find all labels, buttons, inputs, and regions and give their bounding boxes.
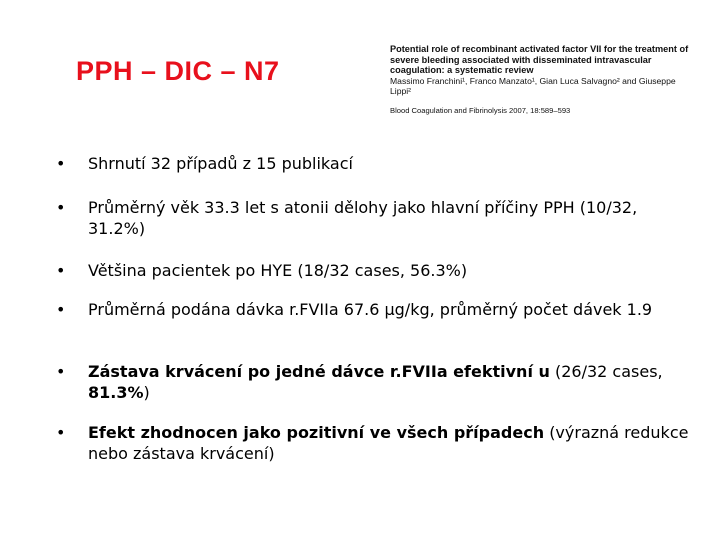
bullet-text: (výrazná redukce nebo zástava krvácení)	[88, 423, 689, 463]
bullet-text: Průměrná podána dávka r.FVIIa 67.6 µg/kg, průměrný počet dávek 1.9	[88, 300, 653, 319]
bullet-item	[56, 197, 696, 239]
bullet-dot: •	[56, 362, 66, 381]
bullet-dot: •	[56, 198, 66, 217]
reference-block	[390, 44, 690, 115]
bullet-item	[56, 153, 696, 174]
bullet-text-bold: Zástava krvácení po jedné dávce r.FVIIa efektivní u	[88, 362, 550, 381]
reference-journal: Blood Coagulation and Fibrinolysis 2007, 18:589–593	[390, 105, 571, 115]
bullet-item	[56, 299, 696, 320]
bullet-dot: •	[56, 300, 66, 319]
bullet-item	[56, 260, 696, 281]
bullet-highlight: 81.3%	[88, 383, 144, 402]
bullet-item	[56, 422, 696, 464]
bullet-text-bold: Efekt zhodnocen jako pozitivní ve všech případech	[88, 423, 545, 442]
bullet-text: Průměrný věk 33.3 let s atonii dělohy jako hlavní příčiny PPH (10/32, 31.2%)	[88, 198, 638, 238]
bullet-item	[56, 361, 696, 403]
bullet-text: Většina pacientek po HYE (18/32 cases, 56.3%)	[88, 261, 468, 280]
slide-title: PPH – DIC – N7	[76, 56, 280, 86]
bullet-text: (26/32 cases,	[554, 362, 663, 381]
reference-authors: Massimo Franchini¹, Franco Manzato¹, Gian Luca Salvagno² and Giuseppe Lippi²	[390, 75, 676, 97]
reference-title: Potential role of recombinant activated factor VII for the treatment of severe bleeding associated with disseminated intravascular coagulation: a systematic review	[390, 44, 689, 76]
bullet-text: Shrnutí 32 případů z 15 publikací	[88, 154, 353, 173]
bullet-text: )	[143, 383, 150, 402]
bullet-dot: •	[56, 154, 66, 173]
bullet-dot: •	[56, 423, 66, 442]
bullet-dot: •	[56, 261, 66, 280]
